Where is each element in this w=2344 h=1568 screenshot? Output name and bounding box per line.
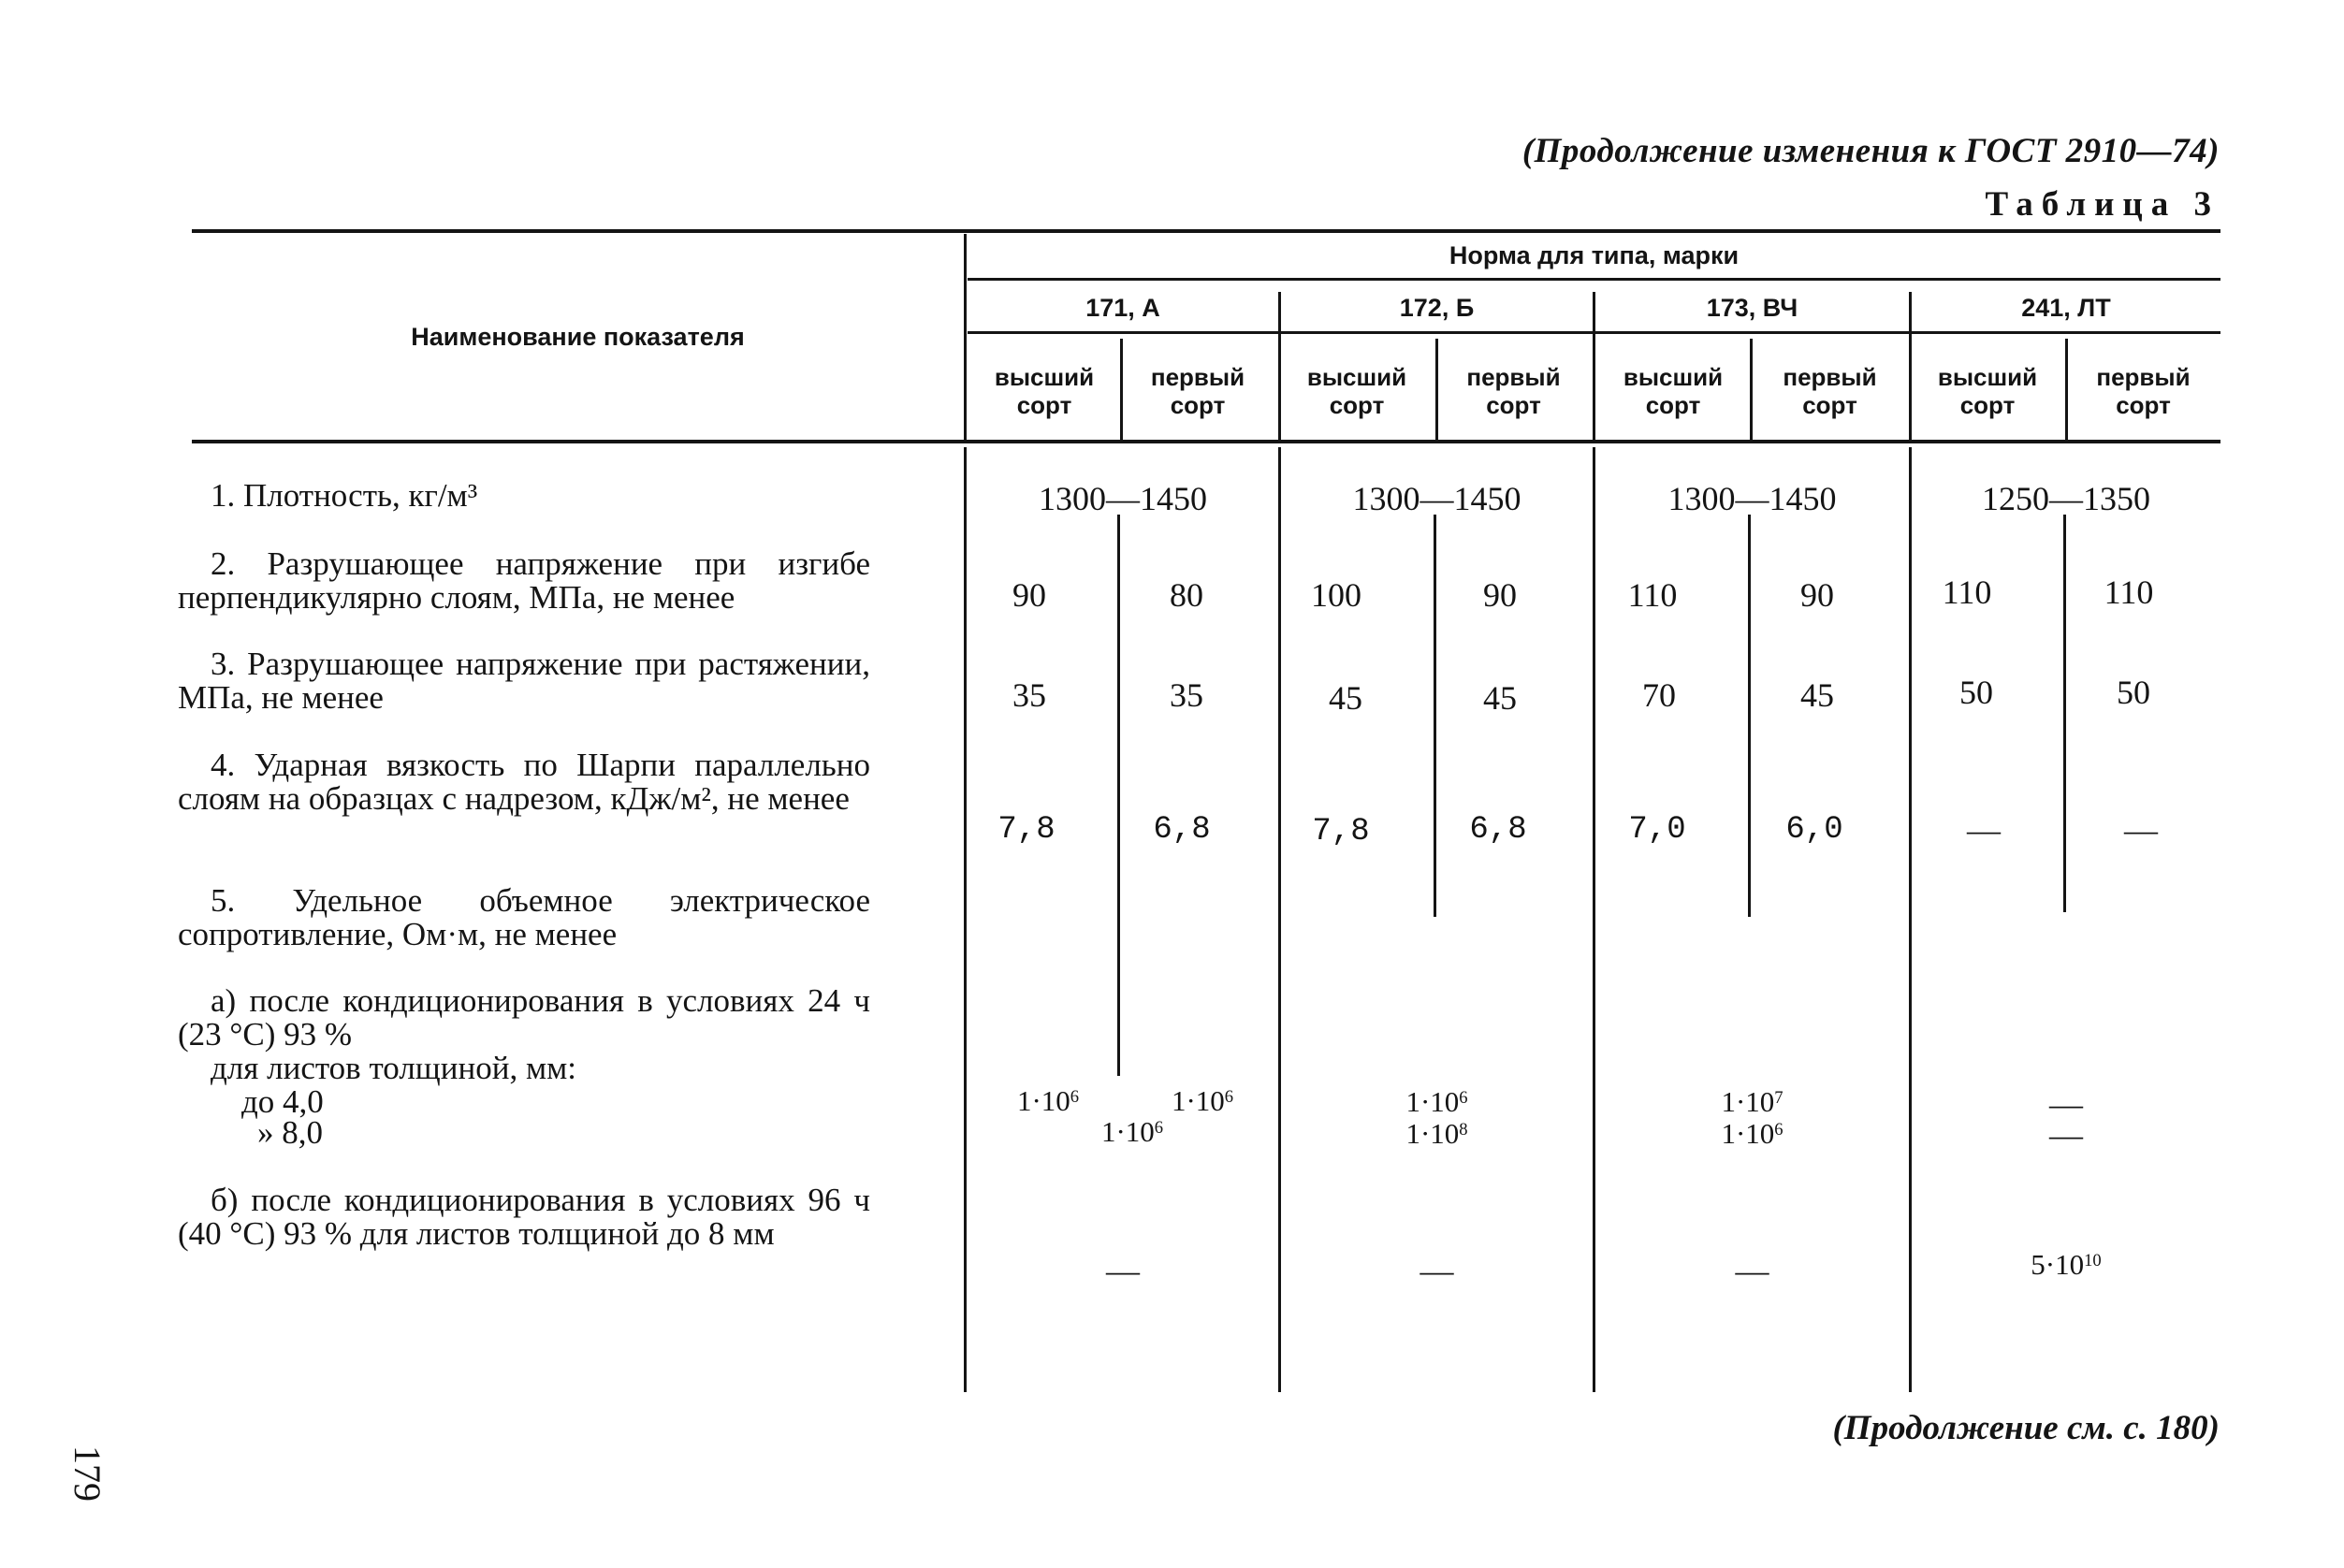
row-label-thickness: для листов толщиной, мм: [211, 1050, 576, 1086]
tension-value: 45 [1483, 679, 1517, 717]
density-value: 1250—1350 [1982, 480, 2150, 517]
row-label-resistivity-b: б) после кондиционирования в условиях 96 ч (40 °С) 93 % для листов толщиной до 8 мм [178, 1182, 870, 1252]
body-divider-grade4 [2063, 515, 2066, 912]
tension-value: 50 [1959, 674, 1993, 711]
resistivity-b-value: — [1106, 1252, 1140, 1289]
header-divider-grade3 [1750, 339, 1753, 442]
type-header: 173, ВЧ [1706, 294, 1798, 322]
bending-value: 110 [1627, 576, 1678, 614]
resistivity-a-upto4-value: $1\cdot 10^7$ [1721, 1085, 1783, 1118]
body-divider-grade1 [1117, 515, 1120, 1076]
grade-header-first: первый сорт [1466, 363, 1561, 419]
grade-header-first: первый сорт [1150, 363, 1245, 419]
type-header: 171, А [1085, 294, 1160, 322]
body-divider-type3 [1593, 447, 1595, 1392]
resistivity-a-8mm-value: $1\cdot 10^6$ [1100, 1115, 1164, 1148]
tension-value: 70 [1642, 676, 1676, 714]
impact-value: 6,8 [1153, 812, 1211, 848]
resistivity-a-lt-dash: — [2049, 1085, 2083, 1123]
grade-header-high: высший сорт [1937, 363, 2038, 419]
resistivity-b-value: — [1735, 1252, 1769, 1289]
table-label: Таблица 3 [1985, 185, 2220, 224]
impact-value: — [1967, 811, 2001, 849]
impact-value: 6,8 [1469, 812, 1527, 848]
grade-header-high: высший сорт [1306, 363, 1407, 419]
density-value: 1300—1450 [1352, 480, 1521, 517]
type-header: 241, ЛТ [2021, 294, 2111, 322]
bending-value: 100 [1311, 576, 1361, 614]
grade-header-first: первый сорт [1783, 363, 1877, 419]
bending-value: 90 [1012, 576, 1046, 614]
resistivity-a-8mm-value: $1\cdot 10^6$ [1721, 1117, 1783, 1150]
resistivity-a-upto4-value: $1\cdot 10^6$ [1171, 1084, 1234, 1117]
header-divider-grade4 [2065, 339, 2068, 442]
row-label-density: 1. Плотность, кг/м³ [211, 477, 478, 514]
body-divider-grade3 [1748, 515, 1751, 917]
resistivity-a-8mm-value: $1\cdot 10^8$ [1405, 1117, 1468, 1150]
bending-value: 80 [1170, 576, 1203, 614]
norm-header: Норма для типа, марки [1449, 241, 1740, 269]
continuation-header: (Продолжение изменения к ГОСТ 2910—74) [1521, 132, 2220, 170]
type-header: 172, Б [1399, 294, 1475, 322]
density-value: 1300—1450 [1667, 480, 1837, 517]
row-label-impact: 4. Ударная вязкость по Шарпи параллельно слоям на образцах с надрезом, кДж/м², не менее [178, 747, 870, 817]
body-divider-main [964, 447, 967, 1392]
resistivity-b-value: — [1420, 1252, 1454, 1289]
tension-value: 35 [1012, 676, 1046, 714]
bending-value: 90 [1800, 576, 1834, 614]
impact-value: 7,8 [997, 812, 1056, 848]
bending-value: 110 [1942, 573, 1992, 611]
bending-value: 90 [1483, 576, 1517, 614]
row-label-resistivity: 5. Удельное объемное электрическое сопротивление, Ом·м, не менее [178, 882, 870, 952]
bending-value: 110 [2104, 573, 2154, 611]
row-label-upto4: до 4,0 [241, 1083, 324, 1120]
row-label-bending: 2. Разрушающее напряжение при изгибе перпендикулярно слоям, МПа, не менее [178, 545, 870, 616]
continuation-footer: (Продолжение см. с. 180) [1832, 1409, 2220, 1447]
impact-value: — [2124, 811, 2158, 849]
header-divider-main [964, 234, 967, 442]
header-bottom-rule [192, 440, 2220, 443]
grade-header-high: высший сорт [994, 363, 1095, 419]
body-divider-type2 [1278, 447, 1281, 1392]
impact-value: 7,8 [1312, 814, 1370, 849]
row-label-8mm: » 8,0 [257, 1114, 323, 1151]
resistivity-b-lt-value: $5\cdot 10^{10}$ [2031, 1248, 2102, 1281]
table-top-rule [192, 229, 2220, 233]
resistivity-a-upto4-value: $1\cdot 10^6$ [1016, 1084, 1080, 1117]
resistivity-a-upto4-value: $1\cdot 10^6$ [1405, 1085, 1468, 1118]
row-label-resistivity-a: а) после кондиционирования в условиях 24 ч (23 °С) 93 % [178, 982, 870, 1053]
grade-header-high: высший сорт [1623, 363, 1724, 419]
norm-header-rule [968, 278, 2220, 281]
header-divider-grade1 [1120, 339, 1123, 442]
page-number: 179 [66, 1445, 109, 1502]
tension-value: 35 [1170, 676, 1203, 714]
body-divider-grade2 [1434, 515, 1436, 917]
density-value: 1300—1450 [1039, 480, 1207, 517]
grade-header-first: первый сорт [2096, 363, 2191, 419]
row-label-tension: 3. Разрушающее напряжение при растяжении, МПа, не менее [178, 646, 870, 716]
resistivity-a-lt-dash: — [2049, 1116, 2083, 1154]
tension-value: 50 [2117, 674, 2150, 711]
tension-value: 45 [1800, 676, 1834, 714]
impact-value: 6,0 [1785, 812, 1843, 848]
param-header: Наименование показателя [411, 323, 745, 351]
tension-value: 45 [1329, 679, 1362, 717]
header-divider-grade2 [1435, 339, 1438, 442]
impact-value: 7,0 [1628, 812, 1686, 848]
